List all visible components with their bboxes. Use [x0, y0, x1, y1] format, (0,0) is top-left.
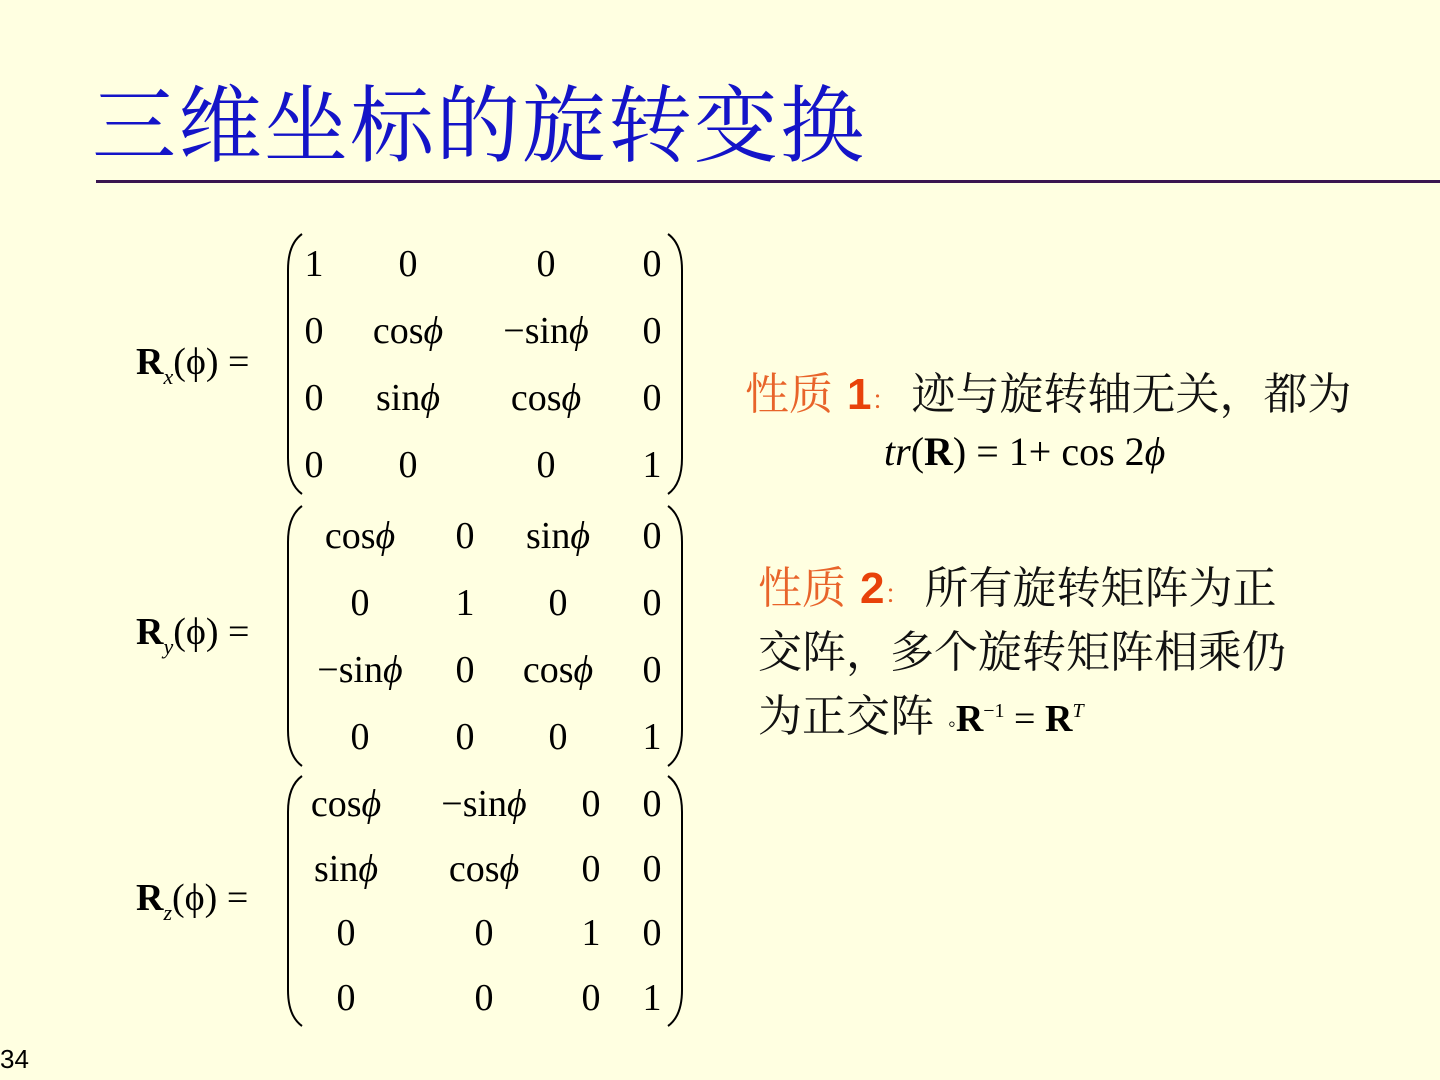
matrix-cell: 1: [642, 715, 662, 758]
matrix-cell: sinϕ: [525, 514, 591, 557]
matrix-cell: 1: [581, 912, 601, 955]
property-2: 性质 2： 所有旋转矩阵为正 交阵，多个旋转矩阵相乘仍 为正交阵 $◦R^{-1} = R^T$: [758, 560, 1398, 753]
matrix-cell: sinϕ: [375, 376, 441, 419]
matrix-cell: 0: [350, 715, 370, 758]
matrix-cell: 0: [581, 847, 601, 890]
matrix-cell: 0: [642, 309, 662, 352]
matrix-cell: 0: [581, 783, 601, 826]
matrix-cell: cosϕ: [522, 648, 594, 691]
property-2-text-line1: 所有旋转矩阵为正: [924, 563, 1277, 614]
left-paren: [288, 506, 302, 766]
left-paren: [288, 234, 302, 494]
matrix-cell: 0: [455, 514, 475, 557]
matrix-cell: 0: [398, 242, 418, 285]
property-2-equation: $◦R^{-1} = R^T$: [948, 697, 1084, 740]
matrix-ry-lhs: $R_y(\phi)$ =: [136, 611, 250, 659]
matrix-cell: 0: [642, 376, 662, 419]
property-1-number: 1: [847, 370, 872, 419]
matrix-cell: 0: [536, 242, 556, 285]
matrix-cell: 0: [304, 376, 324, 419]
matrix-cell: 0: [474, 976, 494, 1019]
matrix-cell: 0: [548, 581, 568, 624]
matrix-cell: 0: [455, 648, 475, 691]
matrix-cell: 0: [548, 715, 568, 758]
page-number: 34: [0, 1044, 29, 1074]
matrix-cell: 0: [642, 847, 662, 890]
matrix-cell: 1: [455, 581, 475, 624]
matrix-cell: 0: [536, 443, 556, 486]
matrix-cell: 0: [642, 242, 662, 285]
matrix-cell: 0: [642, 783, 662, 826]
matrix-rz: [0, 772, 720, 1030]
title-underline: [96, 180, 1440, 183]
matrix-rx-lhs: $R_x(\phi)$ =: [136, 341, 250, 389]
property-2-text-line2: 交阵，多个旋转矩阵相乘仍: [758, 627, 1286, 678]
matrix-cell: 0: [581, 976, 601, 1019]
right-paren: [668, 506, 682, 766]
matrix-cell: 0: [642, 514, 662, 557]
matrix-cell: 0: [350, 581, 370, 624]
matrix-rx: [0, 230, 720, 498]
matrix-cell: 0: [474, 912, 494, 955]
property-2-text-line3: 为正交阵: [758, 690, 934, 742]
matrix-cell: 1: [642, 976, 662, 1019]
matrix-cell: 1: [304, 242, 324, 285]
property-2-number: 2: [860, 564, 885, 613]
matrix-cell: cosϕ: [324, 514, 396, 557]
property-1-equation: tr(R) = 1+ cos 2ϕ: [884, 429, 1166, 474]
property-1-text: 迹与旋转轴无关，都为: [911, 369, 1352, 420]
matrix-rz-lhs: $R_z(\phi)$ =: [136, 877, 249, 925]
matrix-cell: 0: [336, 912, 356, 955]
matrix-cell: cosϕ: [510, 376, 582, 419]
matrix-cell: −sinϕ: [503, 309, 589, 352]
matrix-cell: 0: [336, 976, 356, 1019]
matrix-cell: −sinϕ: [317, 648, 403, 691]
right-paren: [668, 776, 682, 1026]
matrix-cell: 0: [642, 912, 662, 955]
matrix-cell: 0: [642, 581, 662, 624]
left-paren: [288, 776, 302, 1026]
matrix-rx-parentheses: [0, 230, 720, 498]
matrix-cell: 0: [304, 443, 324, 486]
matrix-cell: −sinϕ: [441, 783, 527, 826]
matrix-cell: cosϕ: [372, 309, 444, 352]
property-1: 性质 1： 迹与旋转轴无关，都为: [745, 369, 1352, 420]
slide-title: 三维坐标的旋转变换: [92, 77, 867, 175]
right-paren: [668, 234, 682, 494]
matrix-cell: cosϕ: [448, 847, 520, 890]
matrix-cell: 0: [304, 309, 324, 352]
matrix-cell: 0: [642, 648, 662, 691]
matrix-cell: 0: [455, 715, 475, 758]
matrix-cell: 1: [642, 443, 662, 486]
matrix-cell: cosϕ: [310, 783, 382, 826]
matrix-cell: sinϕ: [313, 847, 379, 890]
matrix-ry: [0, 502, 720, 770]
property-2-label: 性质: [758, 563, 846, 614]
property-1-label: 性质: [745, 369, 833, 420]
matrix-cell: 0: [398, 443, 418, 486]
